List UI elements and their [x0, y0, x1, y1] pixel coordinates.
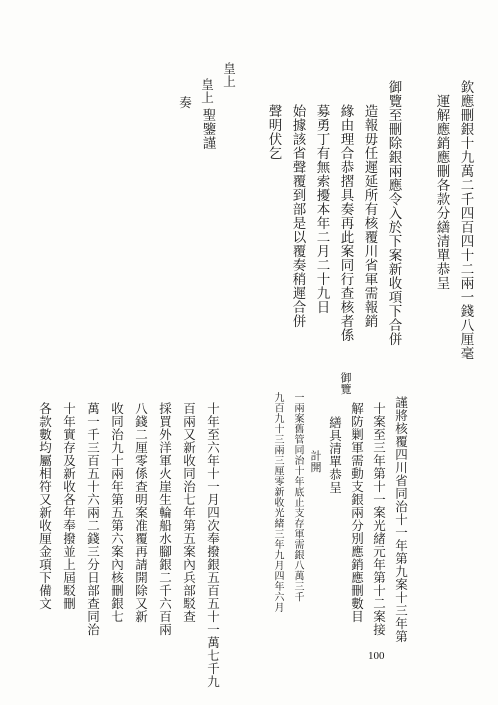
zou-text: 奏: [177, 96, 193, 109]
yulan-text: 御覽: [339, 372, 352, 395]
list-column-8: 八錢二厘零係查明案准覆再請開除又新: [133, 402, 149, 623]
list-column-1: 謹將核覆四川省同治十一年第九案十三年第: [393, 396, 409, 643]
jikai-text: 計開: [309, 450, 322, 473]
list-column-11: 十年實存及新收各年奉撥並上屆駁刪: [61, 402, 77, 610]
text-column-7: 始據該省聲覆到部是以覆奏稍遲合併: [289, 104, 306, 328]
list-column-10: 萬一千三百五十六兩二錢三分日部查同治: [85, 402, 101, 636]
list-column-7: 採買外洋軍火崖生輪船水腳銀二千六百兩: [157, 402, 173, 636]
honorific-huangshang: 皇上: [221, 62, 237, 88]
text-column-2: 運解應銷應刪各款分繕清單恭呈: [433, 94, 450, 290]
list-column-6: 百兩又新收同治七年第五案內兵部駁查: [181, 402, 197, 623]
detail-column-2: 九百九十三兩三厘零新收光緒三年九月四年六月: [272, 392, 283, 613]
list-column-9: 收同治九十兩年第五第六案內核刪銀七: [109, 402, 125, 623]
honorific-huangshang-2: 皇上: [199, 78, 215, 104]
shengjian-text: 聖鑒謹: [199, 108, 216, 150]
text-column-5: 緣由理合恭摺具奏再此案同行查核者係: [337, 104, 354, 342]
text-column-8: 聲明伏乞: [265, 104, 282, 160]
list-column-5: 十年至六年十一月四次奉撥銀五百五十一萬七千九: [205, 402, 221, 688]
text-column-3: 御覽至刪除銀兩應令入於下案新收項下合併: [385, 80, 402, 346]
detail-column-1: 一兩案舊管同治十年底止支存軍需銀八萬三千: [292, 392, 303, 602]
list-column-3: 解防剿軍需動支銀兩分別應銷應刪數目: [349, 402, 365, 623]
text-column-4: 造報毋任遲延所有核覆川省軍需報銷: [361, 104, 378, 328]
list-column-4: 繕具清單恭呈: [327, 416, 343, 494]
list-column-12: 各款數均屬相符又新收厘金項下備文: [37, 402, 53, 610]
page-number: 100: [368, 650, 385, 662]
text-column-6: 募勇丁有無索擾本年二月二十九日: [313, 104, 330, 314]
text-column-1: 欽應刪銀十九萬二千四百四十二兩一錢八厘毫: [457, 80, 474, 360]
list-column-2: 十案至三年第十一案光緒元年第十二案接: [371, 402, 387, 636]
